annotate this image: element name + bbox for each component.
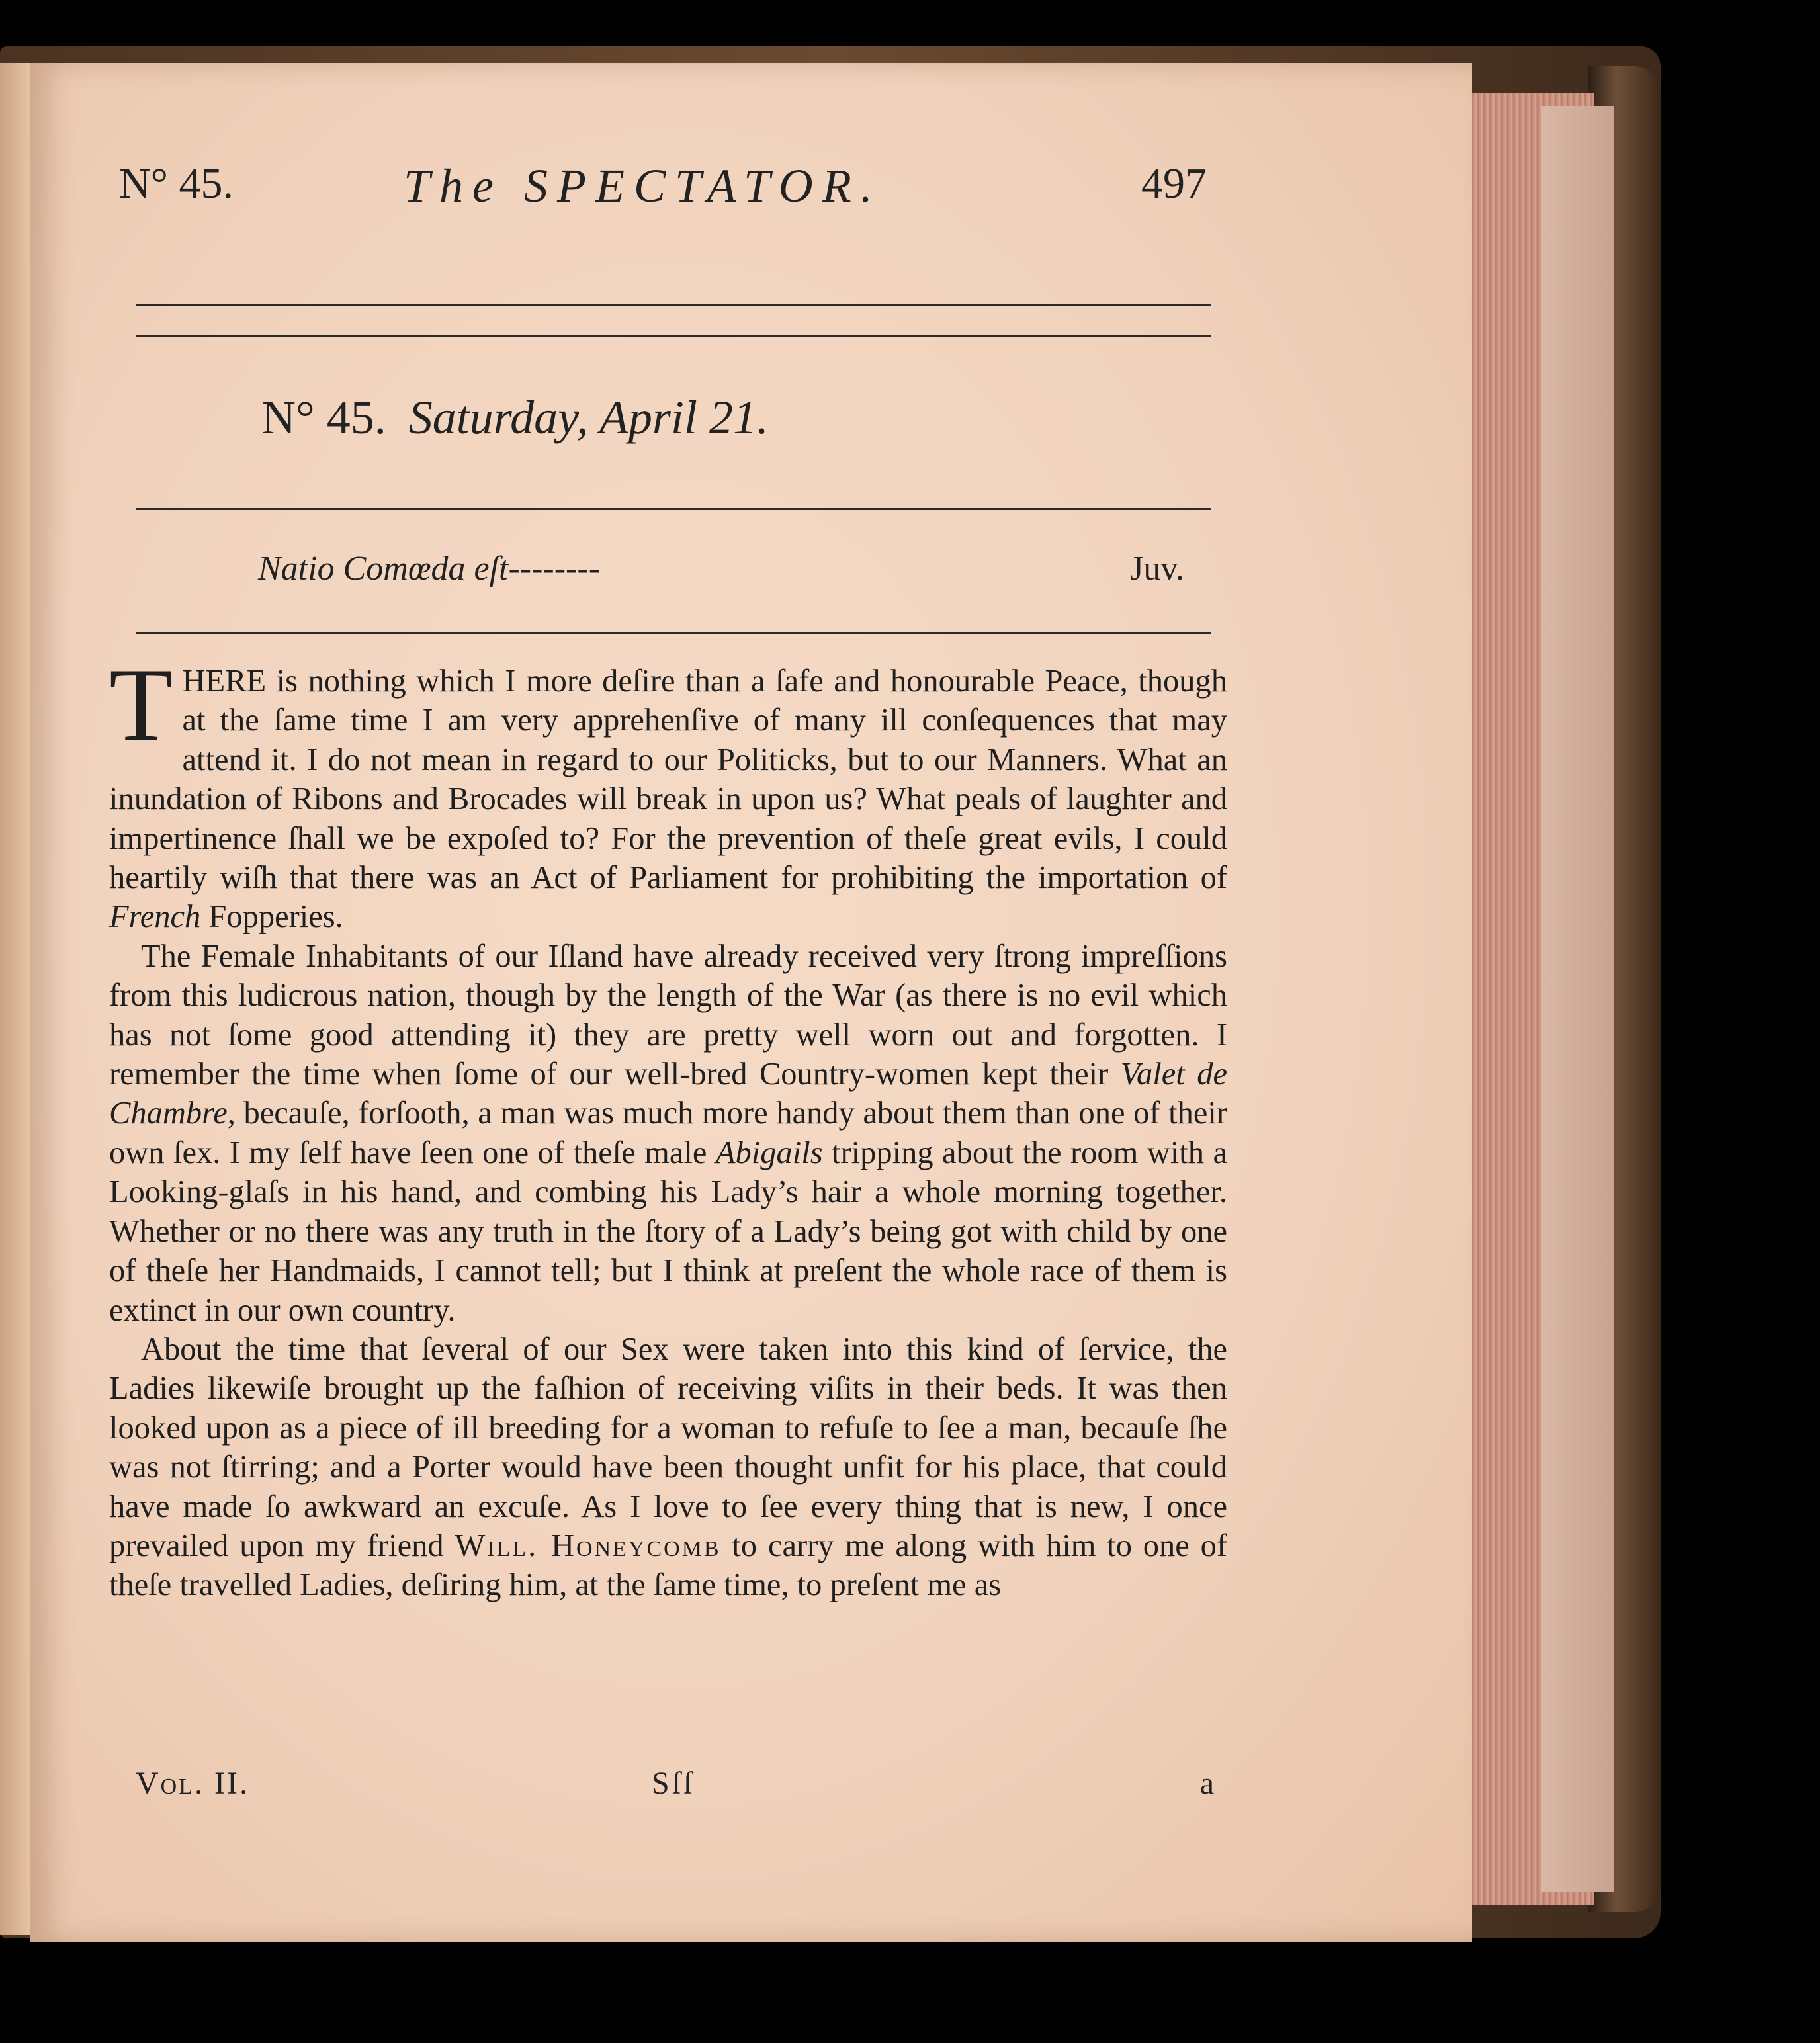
- p3-text: About the time that ſeveral of our Sex were taken into this kind of ſervice, the Ladies likewiſe brought up the faſhion of receiving viſits in their beds. It was then looked upon as a piece of ill breeding for a woman to refuſe to ſee a man, becauſe ſhe was not ſtirring; and a Porter would have been thought unfit for his place, that could have made ſo awkward an excuſe. As I love to ſee every thing that is new, I once prevailed upon my friend: [109, 1331, 1227, 1563]
- body-text: [109, 647, 1228, 1605]
- running-head: [119, 159, 1231, 225]
- top-rule-1: [136, 304, 1211, 306]
- p3-name: Will. Honeycomb: [455, 1528, 721, 1563]
- motto: [258, 549, 1184, 588]
- p2-text-end: tripping about the room with a Looking-glaſs in his hand, and combing his Lady’s hair a whole morning together. Whether or no there was any truth in the ſtory of a Lady’s being got with child by one of theſe her Handmaids, I cannot tell; but I think at preſent the whole race of them is extinct in our own country.: [109, 1135, 1227, 1328]
- page-number: 497: [1141, 159, 1207, 208]
- p2-italic-1: Valet de Chambre: [109, 1057, 1227, 1131]
- motto-text: Natio Comœda eſt--------: [258, 550, 601, 587]
- issue-heading: [261, 390, 769, 445]
- catchword: a: [1199, 1766, 1214, 1801]
- p1-text-end: Fopperies.: [200, 899, 343, 935]
- running-head-number: N° 45.: [119, 159, 234, 208]
- p1-italic: French: [109, 899, 201, 935]
- paragraph-1: [109, 647, 1227, 937]
- p2-italic-2: Abigails: [715, 1135, 823, 1170]
- issue-rule: [136, 508, 1211, 510]
- motto-author: Juv.: [1130, 550, 1184, 587]
- motto-rule: [136, 632, 1211, 634]
- drop-cap: T: [109, 647, 173, 763]
- paragraph-2: [109, 937, 1227, 1330]
- p2-text-mid: , becauſe, forſooth, a man was much more handy about them than one of their own ſex. I my ſelf have ſeen one of theſe male: [109, 1096, 1227, 1170]
- paragraph-3: [109, 1330, 1227, 1605]
- issue-number: N° 45.: [261, 391, 386, 444]
- signature-mark: Sſſ: [652, 1766, 695, 1801]
- running-head-title: The SPECTATOR.: [404, 159, 882, 212]
- issue-date: Saturday, April 21.: [408, 391, 769, 444]
- p3-text-end: to carry me along with him to one of theſe travelled Ladies, deſiring him, at the ſame time, to preſent me as: [109, 1528, 1228, 1603]
- volume-label: Vol. II.: [136, 1766, 249, 1801]
- p1-text: HERE is nothing which I more deſire than a ſafe and honourable Peace, though at the ſame time I am very apprehenſive of many ill conſequences that may attend it. I do not mean in regard to our Politicks, but to our Manners. What an inundation of Ribons and Brocades will break in upon us? What peals of laughter and impertinence ſhall we be expoſed to? For the prevention of theſe great evils, I could heartily wiſh that there was an Act of Parliament for prohibiting the importation of: [109, 664, 1227, 896]
- top-rule-2: [136, 335, 1211, 337]
- p2-text: The Female Inhabitants of our Iſland have already received very ſtrong impreſſions from this ludicrous nation, though by the length of the War (as there is no evil which has not ſome good attending it) they are pretty well worn out and forgotten. I remember the time when ſome of our well-bred Country-women kept their: [109, 938, 1227, 1092]
- page-fore-edge-shade: [1541, 106, 1614, 1892]
- left-page-sliver: [0, 63, 33, 1935]
